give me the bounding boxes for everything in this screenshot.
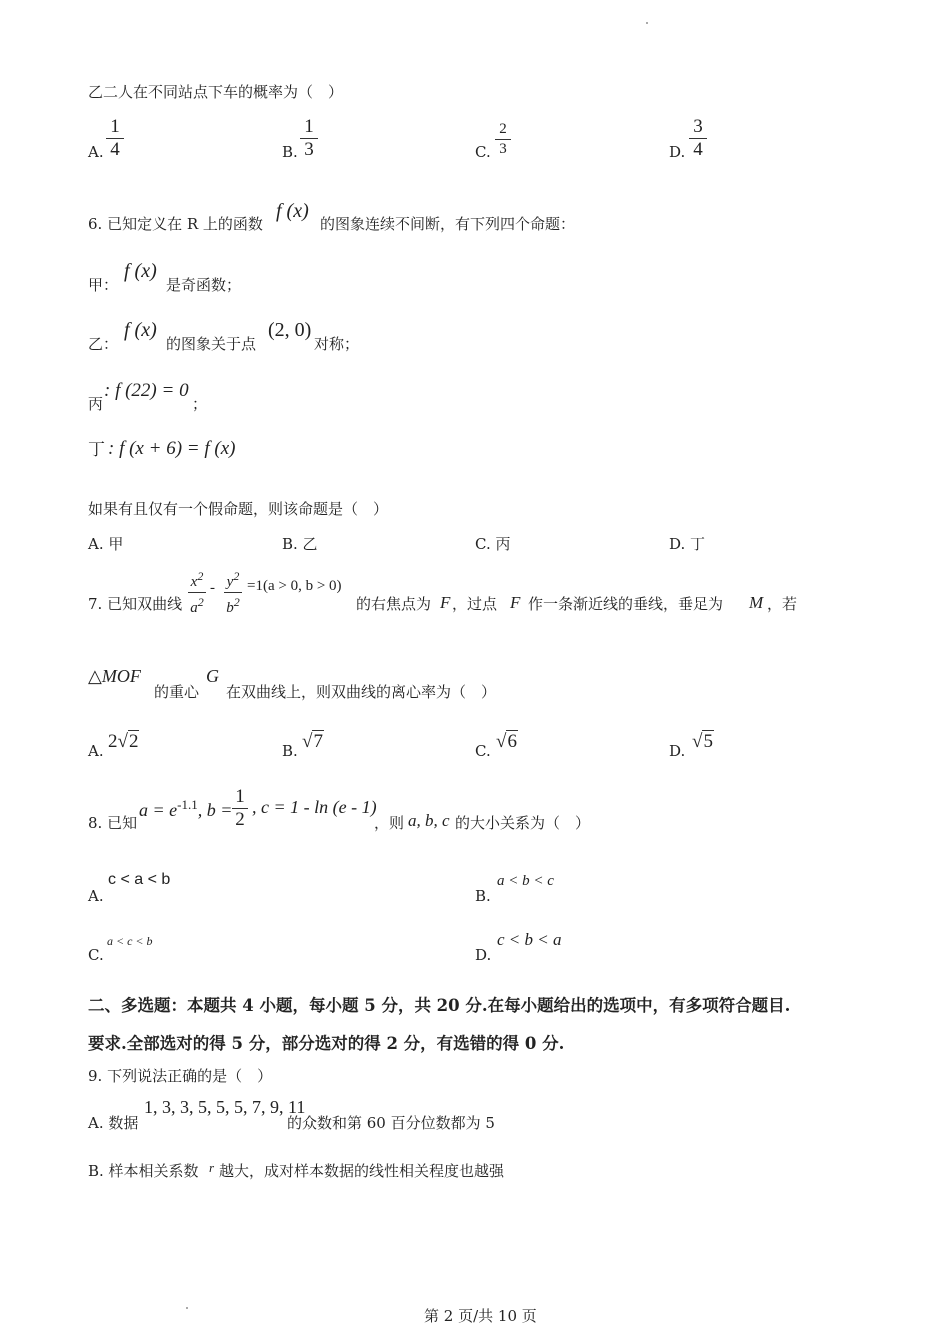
option-label: B. bbox=[282, 143, 298, 161]
math-f22: : f (22) = 0 bbox=[104, 380, 189, 401]
question-number: 8. bbox=[88, 814, 103, 832]
q9-option-b-text: 越大，成对样本数据的线性相关程度也越强 bbox=[219, 1162, 505, 1180]
fraction: 2 3 bbox=[495, 121, 511, 158]
fraction: 1 4 bbox=[106, 117, 124, 160]
fraction: $x^2$ $a^2$ bbox=[188, 568, 206, 617]
fraction: $y^2$ $b^2$ bbox=[224, 568, 242, 617]
math-vars: a, b, c bbox=[408, 811, 450, 830]
q7-stem-d: 作一条渐近线的垂线，垂足为 bbox=[528, 595, 724, 613]
q6-option-d: D. 丁 bbox=[669, 535, 706, 553]
data-set: 1, 3, 3, 5, 5, 5, 7, 9, 11 bbox=[144, 1097, 306, 1117]
option-label: D. bbox=[669, 143, 686, 161]
q7-stem-b: 的右焦点为 bbox=[356, 595, 432, 613]
math-fx: f (x) bbox=[276, 200, 309, 222]
scan-mark bbox=[186, 1307, 188, 1309]
q9-option-b-label: B. 样本相关系数 bbox=[88, 1162, 199, 1180]
math-G: G bbox=[206, 666, 219, 686]
q6-option-c: C. 丙 bbox=[475, 535, 511, 553]
math-fx: f (x) bbox=[124, 260, 157, 282]
prop-label: 丙 bbox=[88, 395, 104, 413]
fraction: 1 2 bbox=[232, 787, 248, 830]
math-r: r bbox=[209, 1160, 215, 1175]
q7-stem-g: 在双曲线上，则双曲线的离心率为（ ） bbox=[226, 683, 497, 701]
page-number: 第 2 页/共 10 页 bbox=[424, 1307, 537, 1325]
q8-stem-c: 的大小关系为（ ） bbox=[455, 814, 591, 832]
math-fx: f (x) bbox=[124, 319, 157, 341]
section-heading: 二、多选题：本题共 4 小题，每小题 5 分，共 20 分.在每小题给出的选项中，有多项符合题目. bbox=[88, 996, 791, 1015]
prop-text: 是奇函数； bbox=[166, 276, 242, 294]
q6-option-a: A. 甲 bbox=[88, 535, 124, 553]
math-F: F bbox=[510, 593, 521, 612]
q7-stem-f: 的重心 bbox=[154, 683, 200, 701]
q6-stem: 6. 已知定义在 R 上的函数 bbox=[88, 215, 263, 233]
scan-mark bbox=[646, 22, 648, 24]
math-point: (2, 0) bbox=[268, 319, 312, 341]
prop-label: 丁 bbox=[88, 440, 105, 460]
q8-stem: 8. 已知 bbox=[88, 814, 138, 832]
q5-stem-tail: 乙二人在不同站点下车的概率为（ ） bbox=[88, 83, 344, 101]
prop-text: 对称； bbox=[314, 335, 360, 353]
q8-stem-b: ，则 bbox=[374, 814, 405, 832]
fraction: 3 4 bbox=[689, 117, 707, 160]
prop-label: 乙： bbox=[88, 335, 119, 353]
question-number: 6. bbox=[88, 215, 103, 233]
q6-stem-tail: 的图象连续不间断，有下列四个命题： bbox=[320, 215, 576, 233]
math-periodic: : f (x + 6) = f (x) bbox=[108, 438, 236, 459]
q7-stem-c: ，过点 bbox=[452, 595, 498, 613]
math-triangle: △MOF bbox=[88, 666, 141, 686]
prop-text: ； bbox=[192, 395, 208, 413]
prop-text: 的图象关于点 bbox=[166, 335, 257, 353]
question-number: 7. bbox=[88, 595, 103, 613]
q6-option-b: B. 乙 bbox=[282, 535, 318, 553]
q6-question: 如果有且仅有一个假命题，则该命题是（ ） bbox=[88, 500, 389, 518]
q9-stem: 9. 下列说法正确的是（ ） bbox=[88, 1067, 273, 1085]
q7-stem: 7. 已知双曲线 bbox=[88, 595, 183, 613]
prop-label: 甲： bbox=[88, 276, 119, 294]
q9-option-a-label: A. 数据 bbox=[88, 1114, 139, 1132]
fraction: 1 3 bbox=[300, 117, 318, 160]
math-M: M bbox=[749, 593, 764, 612]
math-F: F bbox=[440, 593, 451, 612]
q9-option-a-text: 的众数和第 60 百分位数都为 5 bbox=[287, 1114, 495, 1132]
q7-stem-e: ，若 bbox=[767, 595, 798, 613]
section-heading-cont: 要求.全部选对的得 5 分，部分选对的得 2 分，有选错的得 0 分. bbox=[88, 1034, 565, 1053]
option-label: C. bbox=[475, 143, 491, 161]
option-label: A. bbox=[88, 143, 104, 161]
